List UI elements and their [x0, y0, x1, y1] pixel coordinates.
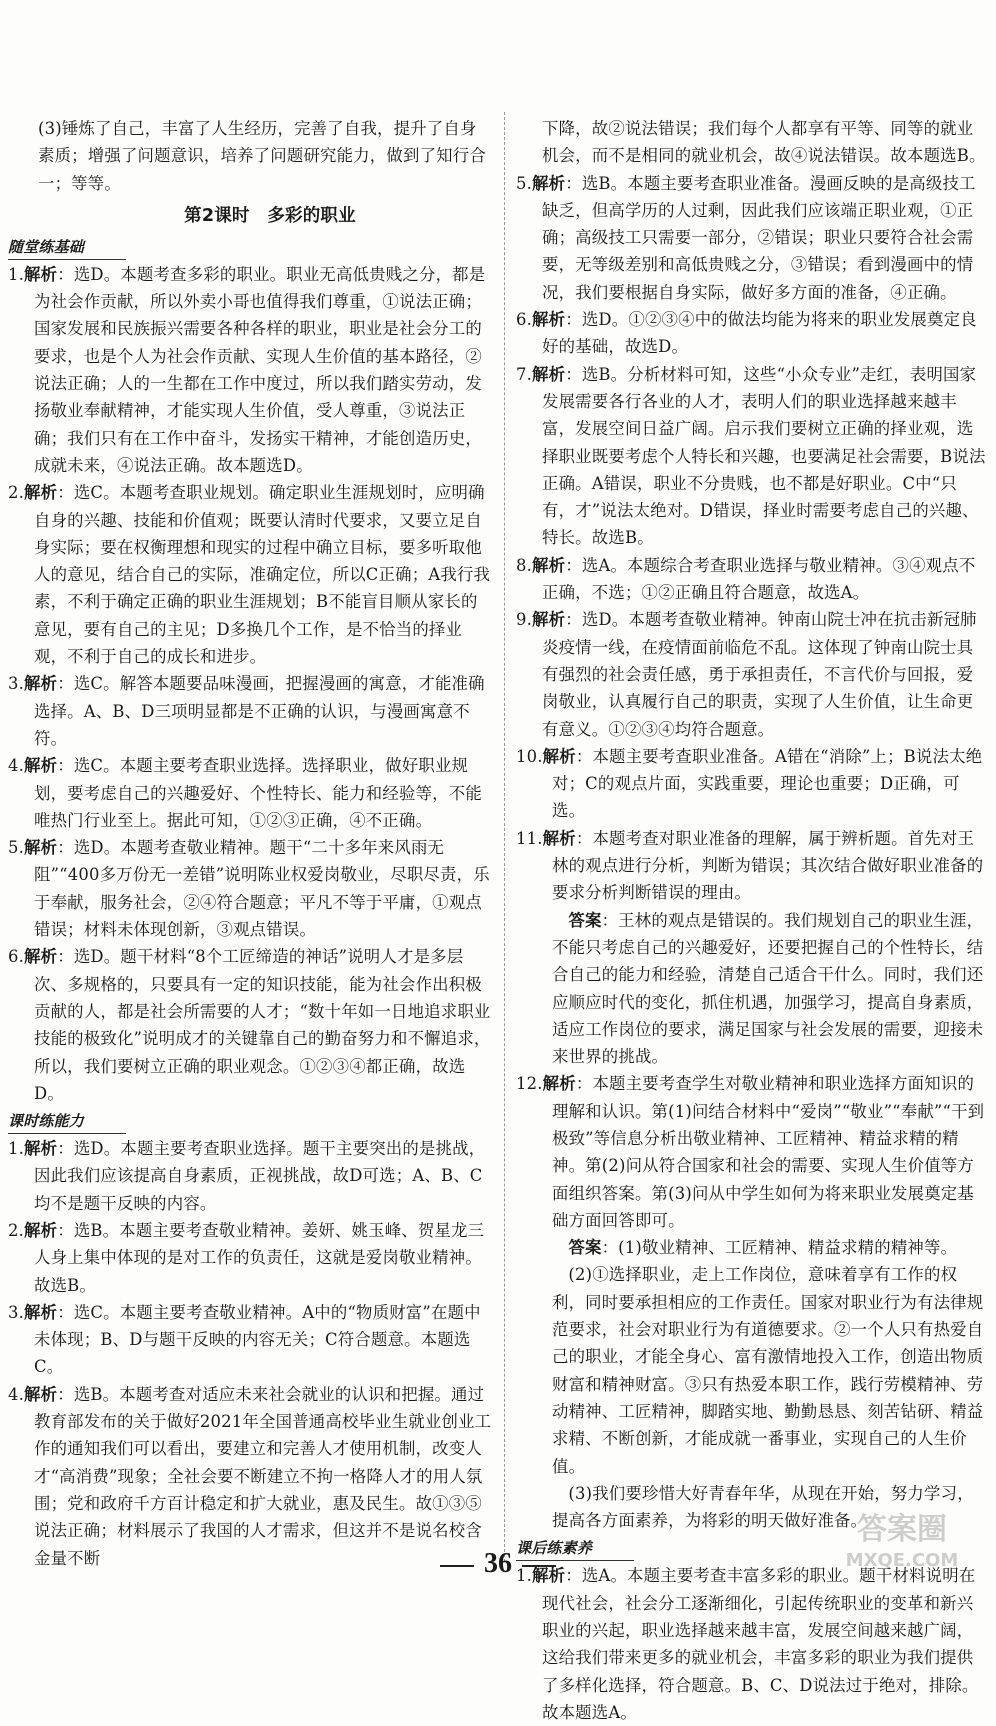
list-item: 3.解析：选C。本题主要考查敬业精神。A中的“物质财富”在题中未体现；B、D与题干反映的内容无关；C符合题意。本题选C。 [8, 1302, 481, 1377]
continued-paragraph: 下降，故②说法错误；我们每个人都享有平等、同等的就业机会，而不是相同的就业机会，故④说法错误。故本题选B。 [542, 119, 986, 166]
list-item: 7.解析：选B。分析材料可知，这些“小众专业”走红，表明国家发展需要各行各业的人才，表明人们的职业选择越来越丰富，发展空间日益广阔。启示我们要树立正确的择业观，选择职业既要考虑个人特长和兴趣，也要满足社会需要，B说法正确。A错误，职业不分贵贱，也不都是好职业。C中“只有，才”说法太绝对。D错误，择业时需要考虑自己的兴趣、特长。故选B。 [516, 364, 986, 548]
list-item: 11.解析：本题考查对职业准备的理解，属于辨析题。首先对王林的观点进行分析，判断为错误；其次结合做好职业准备的要求分析判断错误的理由。 [516, 828, 984, 903]
answer-12-part1: 答案：(1)敬业精神、工匠精神、精益求精的精神等。 [568, 1238, 958, 1258]
list-item: 1.解析：选D。本题考查多彩的职业。职业无高低贵贱之分，都是为社会作贡献，所以外卖小哥也值得我们尊重，①说法正确；国家发展和民族振兴需要各种各样的职业，职业是社会分工的要求，也是个人为社会作贡献、实现人生价值的基本路径，②说法正确；人的一生都在工作中度过，所以我们踏实劳动，发扬敬业奉献精神，才能实现人生价值，受人尊重，③说法正确；我们只有在工作中奋斗，发扬实干精神，才能创造历史，成就未来，④说法正确。故本题选D。 [8, 264, 486, 475]
page-number: 36 [484, 1548, 512, 1579]
list-item: 12.解析：本题主要考查学生对敬业精神和职业选择方面知识的理解和认识。第(1)问结合材料中“爱岗”“敬业”“奉献”“干到极致”等信息分析出敬业精神、工匠精神、精益求精的精神。第(2)问从符合国家和社会的需要、实现人生价值等方面组织答案。第(3)问从中学生如何为将来职业发展奠定基础方面回答即可。 [516, 1074, 985, 1230]
list-item: 6.解析：选D。①②③④中的做法均能为将来的职业发展奠定良好的基础，故选D。 [516, 310, 977, 357]
footer-dash-left [440, 1565, 474, 1567]
section-heading-literacy: 课后练素养 [516, 1536, 634, 1561]
list-item: 8.解析：选A。本题综合考查职业选择与敬业精神。③④观点不正确，不选；①②正确且符合题意，故选A。 [516, 555, 976, 603]
list-item: 10.解析：本题主要考查职业准备。A错在“消除”上；B说法太绝对；C的观点片面，实践重要，理论也重要；D正确，可选。 [516, 746, 983, 821]
list-item: 5.解析：选D。本题考查敬业精神。题干“二十多年来风雨无阻”“400多万份无一差错”说明陈业权爱岗敬业，尽职尽责，乐于奉献，服务社会，②④符合题意；平凡不等于平庸，①观点错误；材料未体现创新，③观点错误。 [8, 838, 490, 940]
left-column [8, 115, 492, 1572]
list-item: 2.解析：选B。本题主要考查敬业精神。姜妍、姚玉峰、贺星龙三人身上集中体现的是对工作的负责任，这就是爱岗敬业精神。故选B。 [8, 1220, 485, 1295]
list-item: 2.解析：选C。本题考查职业规划。确定职业生涯规划时，应明确自身的兴趣、技能和价值观；既要认清时代要求，又要立足自身实际；要在权衡理想和现实的过程中确立目标，要多听取他人的意见，结合自己的实际，准确定位，所以C正确；A我行我素，不利于确定正确的职业生涯规划；B不能盲目顺从家长的意见，要有自己的主见；D多换几个工作，是不恰当的择业观，不利于自己的成长和进步。 [8, 483, 491, 667]
page-footer [0, 1548, 996, 1580]
section-heading-ability: 课时练能力 [8, 1109, 126, 1134]
list-item: 9.解析：选D。本题考查敬业精神。钟南山院士冲在抗击新冠肺炎疫情一线，在疫情面前临危不乱。这体现了钟南山院士具有强烈的社会责任感，勇于承担责任，不言代价与回报，爱岗敬业，认真履行自己的职责，实现了人生价值，让生命更有意义。①②③④均符合题意。 [516, 610, 977, 739]
section-heading-basic: 随堂练基础 [8, 235, 126, 260]
ability-items [8, 1135, 492, 1572]
list-item: 3.解析：选C。解答本题要品味漫画，把握漫画的寓意，才能准确选择。A、B、D三项明显都是不正确的认识，与漫画寓意不符。 [8, 674, 485, 748]
column-divider [504, 112, 505, 1562]
list-item: 6.解析：选D。题干材料“8个工匠缔造的神话”说明人才是多层次、多规格的，只要具有一定的知识技能，能为社会作出积极贡献的人，都是社会所需要的人才；“数十年如一日地追求职业技能的极致化”说明成才的关键靠自己的勤奋努力和不懈追求，所以，我们要树立正确的职业观念。①②③④都正确，故选D。 [8, 947, 491, 1103]
answer-11: 答案：王林的观点是错误的。我们规划自己的职业生涯，不能只考虑自己的兴趣爱好，还要把握自己的个性特长，结合自己的能力和经验，清楚自己适合干什么。同时，我们还应顺应时代的变化，抓住机遇，加强学习，提高自身素质，适应工作岗位的要求，满足国家与社会发展的需要，迎接未来世界的挑战。 [552, 910, 984, 1067]
list-item: 4.解析：选C。本题主要考查职业选择。选择职业，做好职业规划，要考虑自己的兴趣爱好、个性特长、能力和经验等，不能唯热门行业至上。据此可知，①②③正确，④不正确。 [8, 756, 482, 830]
answer-12-part3: (3)我们要珍惜大好青春年华，从现在开始，努力学习，提高各方面素养，为将彩的明天做好准备。 [552, 1483, 974, 1531]
watermark-logo: 答案圈 MXQE.COM [845, 1512, 959, 1571]
list-item: 4.解析：选B。本题考查对适应未来社会就业的认识和把握。通过教育部发布的关于做好2021年全国普通高校毕业生就业创业工作的通知我们可以看出，要建立和完善人才使用机制，改变人才“高消费”现象；全社会要不断建立不拘一格降人才的用人氛围；党和政府千方百计稳定和扩大就业，惠及民生。故①③⑤说法正确；材料展示了我国的人才需求，但这并不是说名校含金量不断 [8, 1384, 492, 1568]
basic-items [8, 261, 492, 1107]
right-column [516, 115, 986, 1726]
list-item: 1.解析：选A。本题主要考查丰富多彩的职业。题干材料说明在现代社会，社会分工逐渐细化，引起传统职业的变革和新兴职业的兴起，职业选择越来越丰富，发展空间越来越广阔，这给我们带来更多的就业机会，丰富多彩的职业为我们提供了多样化选择，符合题意。B、C、D说法过于绝对，排除。故本题选A。 [516, 1566, 979, 1722]
lesson-title: 第2课时 多彩的职业 [184, 205, 356, 226]
list-item: 1.解析：选D。本题主要考查职业选择。题干主要突出的是挑战，因此我们应该提高自身素质，正视挑战，故D可选；A、B、C均不是题干反映的内容。 [8, 1139, 486, 1213]
answer-12-part2: (2)①选择职业，走上工作岗位，意味着享有工作的权利，同时要承担相应的工作责任。国家对职业行为有法律规范要求，社会对职业行为有道德要求。②一个人只有热爱自己的职业，才能全身心、富有激情地投入工作，创造出物质财富和精神财富。③只有热爱本职工作，践行劳模精神、劳动精神、工匠精神，脚踏实地、勤勤恳恳、刻苦钻研、精益求精、不断创新，才能成就一番事业，实现自己的人生价值。 [552, 1265, 984, 1476]
footer-dash-right [522, 1565, 556, 1567]
intro-paragraph: (3)锤炼了自己，丰富了人生经历，完善了自我，提升了自身素质；增强了问题意识，培养了问题研究能力，做到了知行合一；等等。 [38, 119, 486, 193]
list-item: 5.解析：选B。本题主要考查职业准备。漫画反映的是高级技工缺乏，但高学历的人过剩，因此我们应该端正职业观，①正确；高级技工只需要一部分，②错误；职业只要符合社会需要，无等级差别和高低贵贱之分，③错误；看到漫画中的情况，我们要根据自身实际，做好多方面的准备，④正确。 [516, 173, 976, 302]
